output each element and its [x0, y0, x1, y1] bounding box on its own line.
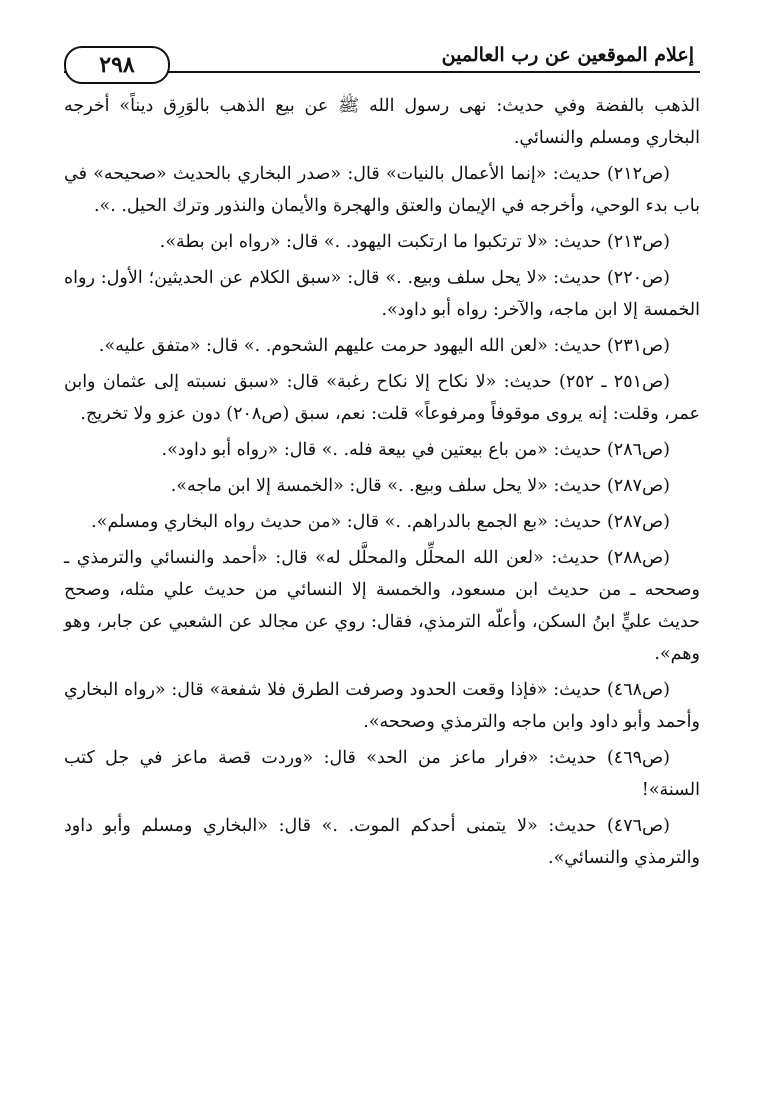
page-header	[64, 40, 700, 84]
running-title: إعلام الموقعين عن رب العالمين	[441, 44, 694, 66]
paragraph-p231: (ص٢٣١) حديث: «لعن الله اليهود حرمت عليهم الشحوم. .» قال: «متفق عليه».	[98, 336, 670, 356]
paragraph-p212: (ص٢١٢) حديث: «إنما الأعمال بالنيات» قال: «صدر البخاري بالحديث «صحيحه» في باب بدء الوحي، وأخرجه في الإيمان والعتق والهجرة والأيمان والنذور وترك الحيل. .».	[64, 164, 700, 216]
paragraph-p476: (ص٤٧٦) حديث: «لا يتمنى أحدكم الموت. .» قال: «البخاري ومسلم وأبو داود والترمذي والنسائي».	[64, 816, 700, 868]
paragraph-p288: (ص٢٨٨) حديث: «لعن الله المحلِّل والمحلَّل له» قال: «أحمد والنسائي والترمذي ـ وصححه ـ من حديث ابن مسعود، والخمسة إلا النسائي من حديث علي مثله، وصحح حديث عليٍّ ابنُ السكن، وأعلّه الترمذي، فقال: روي عن مجالد عن الشعبي عن جابر، وهو وهم».	[64, 548, 700, 664]
paragraph-p286: (ص٢٨٦) حديث: «من باع بيعتين في بيعة فله. .» قال: «رواه أبو داود».	[161, 440, 670, 460]
paragraph-p220: (ص٢٢٠) حديث: «لا يحل سلف وبيع. .» قال: «سبق الكلام عن الحديثين؛ الأول: رواه الخمسة إلا ابن ماجه، والآخر: رواه أبو داود».	[64, 268, 700, 320]
page-number: ٢٩٨	[64, 46, 170, 84]
paragraph-continuation: الذهب بالفضة وفي حديث: نهى رسول الله ﷺ عن بيع الذهب بالوَرِق ديناً» أخرجه البخاري ومسلم والنسائي.	[64, 96, 700, 148]
paragraph-p213: (ص٢١٣) حديث: «لا ترتكبوا ما ارتكبت اليهود. .» قال: «رواه ابن بطة».	[159, 232, 670, 252]
page-body	[64, 90, 700, 878]
paragraph-p469: (ص٤٦٩) حديث: «فرار ماعز من الحد» قال: «وردت قصة ماعز في جل كتب السنة»!	[64, 748, 700, 800]
paragraph-p287a: (ص٢٨٧) حديث: «لا يحل سلف وبيع. .» قال: «الخمسة إلا ابن ماجه».	[170, 476, 670, 496]
paragraph-p468: (ص٤٦٨) حديث: «فإذا وقعت الحدود وصرفت الطرق فلا شفعة» قال: «رواه البخاري وأحمد وأبو داود وابن ماجه والترمذي وصححه».	[64, 680, 700, 732]
paragraph-p287b: (ص٢٨٧) حديث: «بع الجمع بالدراهم. .» قال: «من حديث رواه البخاري ومسلم».	[91, 512, 670, 532]
paragraph-p251: (ص٢٥١ ـ ٢٥٢) حديث: «لا نكاح إلا نكاح رغبة» قال: «سبق نسبته إلى عثمان وابن عمر، وقلت: إنه يروى موقوفاً ومرفوعاً» قلت: نعم، سبق (ص٢٠٨) دون عزو ولا تخريج.	[64, 372, 700, 424]
